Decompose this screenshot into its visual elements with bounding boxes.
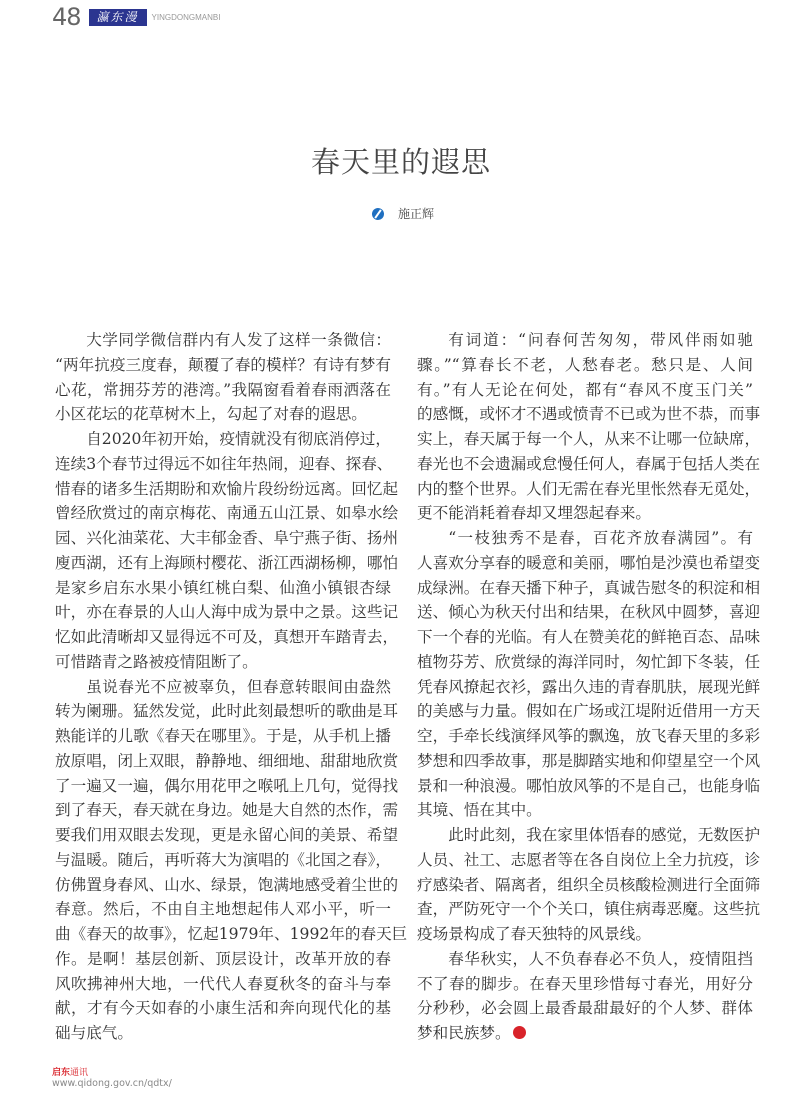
text-line: 疗感染者、隔离者，组织全员核酸检测进行全面筛 <box>417 875 761 894</box>
paragraph <box>417 823 761 947</box>
text-line: 骤。”“算春长不老，人愁春老。愁只是、人间 <box>417 355 753 374</box>
left-text-column <box>55 328 408 1046</box>
text-line: “一枝独秀不是春，百花齐放春满园”。有 <box>448 529 753 547</box>
text-line: 要我们用双眼去发现，更是永留心间的美景、希望 <box>55 826 399 844</box>
text-line: 廋西湖，还有上海顾村樱花、浙江西湖杨柳，哪怕 <box>55 553 399 572</box>
text-line: 是家乡启东水果小镇红桃白梨、仙渔小镇银杏绿 <box>55 578 391 597</box>
text-line: 凭春风撩起衣衫，露出久违的青春肌肤，展现光鲜 <box>417 677 761 696</box>
text-line: 不了春的脚步。在春天里珍惜每寸春光，用好分 <box>417 974 753 993</box>
right-text-column <box>417 328 761 1046</box>
text-line: 更不能消耗着春却又埋怨起春来。 <box>417 504 651 523</box>
text-line: 虽说春光不应被辜负，但春意转眼间由盎然 <box>86 677 391 696</box>
text-line: 景和一种浪漫。哪怕放风筝的不是自己，也能身临 <box>417 776 761 795</box>
text-line: 园、兴化油菜花、大丰郁金香、阜宁燕子街、扬州 <box>55 529 399 547</box>
text-line: 内的整个世界。人们无需在春光里怅然春无觅处， <box>417 479 761 498</box>
text-line: 疫场景构成了春天独特的风景线。 <box>417 925 651 943</box>
paragraph <box>417 947 753 1046</box>
text-line: 其境、悟在其中。 <box>417 801 542 820</box>
text-line: 曾经欣赏过的南京梅花、南通五山江景、如皋水绘 <box>55 504 399 523</box>
text-line: 空，手牵长线演绎风筝的飘逸，放飞春天里的多彩 <box>417 727 761 745</box>
footer-url[interactable]: www.qidong.gov.cn/qdtx/ <box>52 1078 172 1089</box>
text-line: 大学同学微信群内有人发了这样一条微信： <box>86 331 391 349</box>
text-line: 人喜欢分享春的暖意和美丽，哪怕是沙漠也希望变 <box>417 553 761 572</box>
text-line: 春光也不会遗漏或怠慢任何人，春属于包括人类在 <box>417 454 761 473</box>
text-line: 熟能详的儿歌《春天在哪里》。于是，从手机上播 <box>55 727 391 745</box>
footer-brand <box>52 1065 172 1078</box>
text-line: 础与底气。 <box>55 1024 133 1042</box>
text-line: 到了春天，春天就在身边。她是大自然的杰作，需 <box>55 801 399 820</box>
text-line: 风吹拂神州大地，一代代人春夏秋冬的奋斗与奉 <box>55 974 391 993</box>
text-line: 植物芬芳、欣赏绿的海洋同时，匆忙卸下冬装，任 <box>417 652 761 671</box>
pen-icon <box>372 208 384 220</box>
paragraph <box>417 328 761 526</box>
brand-rest: 通讯 <box>70 1068 89 1078</box>
text-line: 春华秋实，人不负春春必不负人，疫情阻挡 <box>448 949 753 968</box>
text-line: 春意。然后，不由自主地想起伟人邓小平，听一 <box>55 900 391 919</box>
paragraph <box>55 328 391 427</box>
page-number: 48 <box>52 3 81 31</box>
text-line: 此时此刻，我在家里体悟春的感觉，无数医护 <box>448 826 761 844</box>
text-line: 转为阑珊。猛然发觉，此时此刻最想听的歌曲是耳 <box>55 702 399 721</box>
footer <box>52 1065 172 1089</box>
text-line: 的美感与力量。假如在广场或江堤附近借用一方天 <box>417 702 761 721</box>
text-line: 了一遍又一遍，偶尔用花甲之喉吼上几句，觉得找 <box>55 776 399 795</box>
text-line: 自2020年初开始，疫情就没有彻底消停过， <box>86 430 391 448</box>
text-line: 送、倾心为秋天付出和结果，在秋风中圆梦，喜迎 <box>417 603 761 622</box>
text-line: 查，严防死守一个个关口，镇住病毒恶魔。这些抗 <box>417 900 761 919</box>
column-pinyin: YINGDONGMANBI <box>151 12 221 22</box>
brand-red: 启东 <box>52 1068 71 1078</box>
text-line: 作。是啊！基层创新、顶层设计，改革开放的春 <box>55 949 391 968</box>
text-line: 献，才有今天如春的小康生活和奔向现代化的基 <box>55 999 391 1018</box>
text-line: 忆如此清晰却又显得远不可及，真想开车踏青去， <box>55 628 399 646</box>
text-line: 心花，常拥芬芳的港湾。”我隔窗看着春雨洒落在 <box>55 380 391 399</box>
text-line: 的感慨，或怀才不遇或愤青不已或为世不恭，而事 <box>417 405 761 424</box>
text-line: 仿佛置身春风、山水、绿景，饱满地感受着尘世的 <box>55 875 399 894</box>
text-line: 实上，春天属于每一个人，从来不让哪一位缺席， <box>417 430 761 448</box>
text-line: 分秒秒，必会圆上最香最甜最好的个人梦、群体 <box>417 999 753 1018</box>
page-header <box>52 3 221 41</box>
text-line: 放原唱，闭上双眼，静静地、细细地、甜甜地欣赏 <box>55 751 399 770</box>
text-line: 人员、社工、志愿者等在各自岗位上全力抗疫，诊 <box>417 850 761 869</box>
text-line: “两年抗疫三度春，颠覆了春的模样？有诗有梦有 <box>55 355 391 374</box>
text-line: 下一个春的光临。有人在赞美花的鲜艳百态、品味 <box>417 628 761 646</box>
text-line: 小区花坛的花草树木上，勾起了对春的遐思。 <box>55 405 367 424</box>
paragraph <box>55 675 408 1046</box>
text-line: 可惜踏青之路被疫情阻断了。 <box>55 652 258 671</box>
text-line: 曲《春天的故事》，忆起1979年、1992年的春天巨 <box>55 925 408 943</box>
article-title: 春天里的遐思 <box>310 145 491 179</box>
text-line: 惜春的诸多生活期盼和欢愉片段纷纷远离。回忆起 <box>55 479 399 498</box>
text-line: 梦和民族梦。 <box>417 1021 753 1046</box>
paragraph <box>55 427 399 675</box>
text-line: 连续3个春节过得远不如往年热闹，迎春、探春、 <box>55 454 393 473</box>
author-byline <box>372 205 434 222</box>
column-name-badge: 瀛东漫笔 <box>89 9 147 26</box>
paragraph <box>417 526 761 823</box>
text-line: 有。”有人无论在何处，都有“春风不度玉门关” <box>417 380 753 399</box>
end-mark-icon <box>513 1026 526 1039</box>
author-name: 施正辉 <box>398 207 435 221</box>
text-line: 有词道：“问春何苦匆匆，带风伴雨如驰 <box>448 331 753 349</box>
text-line: 与温暖。随后，再听蒋大为演唱的《北国之春》， <box>55 850 391 869</box>
text-line: 梦想和四季故事，那是脚踏实地和仰望星空一个风 <box>417 751 761 770</box>
text-line: 成绿洲。在春天播下种子，真诚告慰冬的积淀和相 <box>417 578 761 597</box>
text-line: 叶，亦在春景的人山人海中成为景中之景。这些记 <box>55 603 399 622</box>
